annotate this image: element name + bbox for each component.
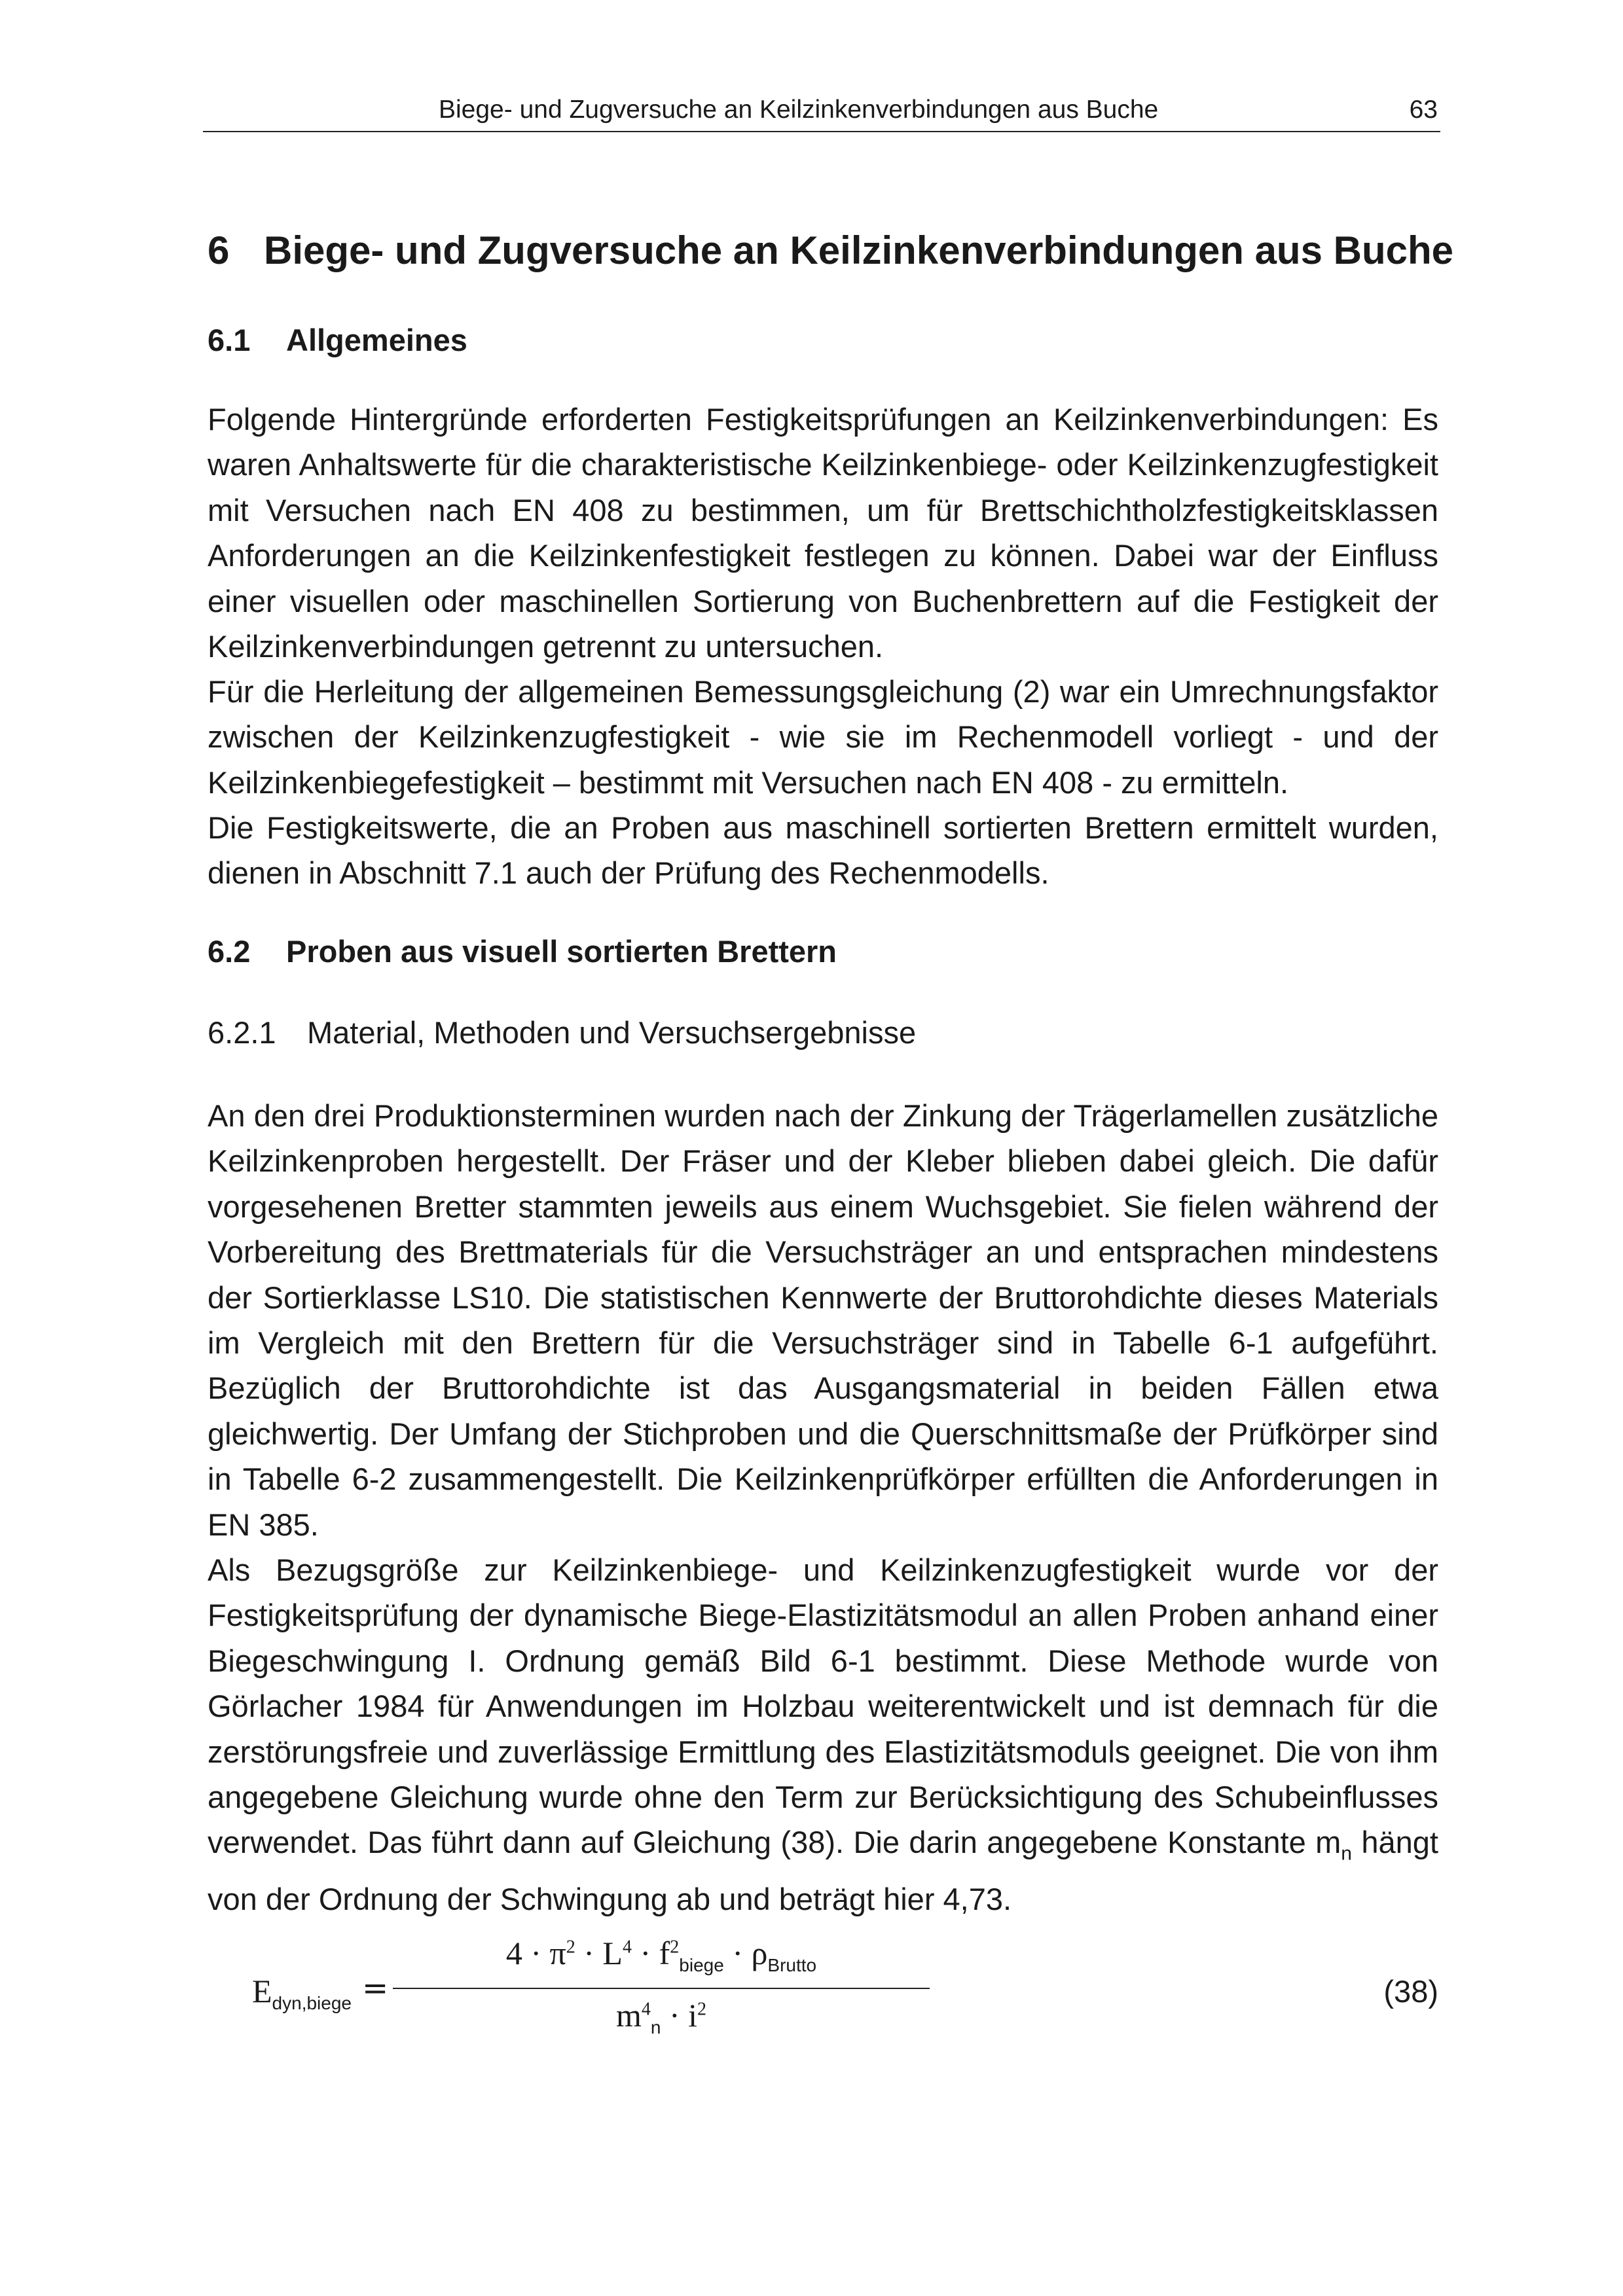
- paragraph-conversion-factor: Für die Herleitung der allgemeinen Bemessungsgleichung (2) war ein Umrechnungsfaktor zwischen der Keilzinkenzugfestigkeit - wie sie im Rechenmodell vorliegt - und der Keilzinkenbiegefestigkeit – bestimmt mit Versuchen nach EN 408 - zu ermitteln.: [208, 674, 1438, 800]
- paragraph-strength-values: Die Festigkeitswerte, die an Proben aus maschinell sortierten Brettern ermittelt wurden, dienen in Abschnitt 7.1 auch der Prüfung des Rechenmodells.: [208, 810, 1438, 891]
- subsection-title: Material, Methoden und Versuchsergebnisse: [307, 1015, 917, 1050]
- equation-lhs: $E_{dyn,biege}$: [252, 1973, 352, 2013]
- chapter-number: 6: [208, 228, 230, 272]
- paragraph-background: Folgende Hintergründe erforderten Festigkeitsprüfungen an Keilzinkenverbindungen: Es waren Anhaltswerte für die charakteristische Keilzinkenbiege- oder Keilzinkenzugfestigkeit mit Versuchen nach EN 408 zu bestimmen, um für Brettschichtholzfestigkeitsklassen Anforderungen an die Keilzinkenfestigkeit festlegen zu können. Dabei war der Einfluss einer visuellen oder maschinellen Sortierung von Buchenbrettern auf die Festigkeit der Keilzinkenverbindungen getrennt zu untersuchen.: [208, 402, 1438, 664]
- equation-numerator: $4 \cdot \pi^2 \cdot L^4 \cdot f^2_{biege} \cdot \rho_{Brutto}$: [505, 1935, 817, 1975]
- section-number: 6.1: [208, 323, 251, 357]
- fraction-bar: [393, 1988, 930, 1989]
- equation-denominator: $m^4_n \cdot i^2$: [615, 1997, 707, 2037]
- section-heading-6-2: [208, 933, 837, 969]
- subsection-number: 6.2.1: [208, 1015, 276, 1050]
- method-subscript: n: [1341, 1842, 1352, 1865]
- subsection-heading-6-2-1: [208, 1014, 916, 1050]
- equation-fraction: [393, 1934, 930, 2045]
- running-head-title: Biege- und Zugversuche an Keilzinkenverbindungen aus Buche: [439, 96, 1159, 124]
- chapter-heading: [208, 228, 1453, 273]
- method-text: Als Bezugsgröße zur Keilzinkenbiege- und Keilzinkenzugfestigkeit wurde vor der Festigkeitsprüfung der dynamische Biege-Elastizitätsmodul an allen Proben anhand einer Biegeschwingung I. Ordnung gemäß Bild 6-1 bestimmt. Diese Methode wurde von Görlacher 1984 für Anwendungen im Holzbau weiterentwickelt und ist demnach für die zerstörungsfreie und zuverlässige Ermittlung des Elastizitätsmoduls geeignet. Die von ihm angegebene Gleichung wurde ohne den Term zur Berücksichtigung des Schubeinflusses verwendet. Das führt dann auf Gleichung (38). Die darin angegebene Konstante m: [208, 1552, 1438, 1860]
- paragraph-method: [208, 1547, 1438, 1922]
- chapter-title: Biege- und Zugversuche an Keilzinkenverbindungen aus Buche: [264, 228, 1453, 272]
- section-number: 6.2: [208, 934, 251, 969]
- section-title: Proben aus visuell sortierten Brettern: [286, 934, 837, 969]
- equation-38: [252, 1934, 1438, 2052]
- method-text-end: hängt von der Ordnung der Schwingung ab und beträgt hier 4,73.: [208, 1825, 1438, 1917]
- page-number: 63: [1409, 96, 1438, 124]
- paragraph-material: An den drei Produktionsterminen wurden nach der Zinkung der Trägerlamellen zusätzliche Keilzinkenproben hergestellt. Der Fräser und der Kleber blieben dabei gleich. Die dafür vorgesehenen Bretter stammten jeweils aus einem Wuchsgebiet. Sie fielen während der Vorbereitung des Brettmaterials für die Versuchsträger an und entsprachen mindestens der Sortierklasse LS10. Die statistischen Kennwerte der Bruttorohdichte dieses Materials im Vergleich mit den Brettern für die Versuchsträger sind in Tabelle 6-1 aufgeführt. Bezüglich der Bruttorohdichte ist das Ausgangsmaterial in beiden Fällen etwa gleichwertig. Der Umfang der Stichproben und die Querschnittsmaße der Prüfkörper sind in Tabelle 6-2 zusammengestellt. Die Keilzinkenprüfkörper erfüllten die Anforderungen in EN 385.: [208, 1098, 1438, 1542]
- equation-equals: =: [362, 1970, 389, 2007]
- section-title: Allgemeines: [286, 323, 467, 357]
- running-head: [203, 92, 1440, 132]
- section-heading-6-1: [208, 322, 467, 358]
- equation-number: (38): [1383, 1974, 1438, 2009]
